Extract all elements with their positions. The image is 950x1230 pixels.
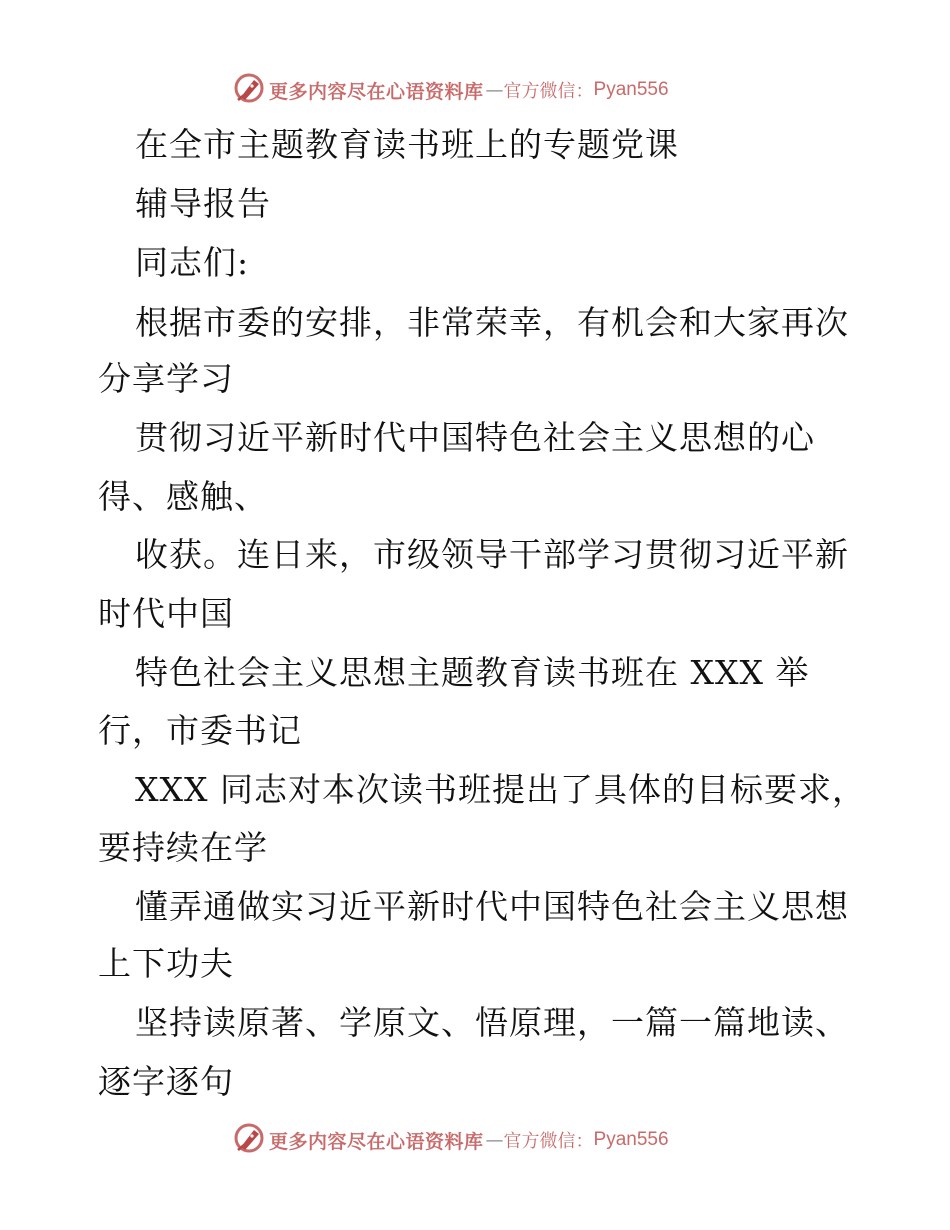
watermark-separator: — [485, 79, 504, 101]
watermark-wechat-id: Pyan556 [593, 1129, 669, 1150]
pen-nib-logo-icon [232, 1121, 266, 1159]
paragraph-line: 收获。连日来，市级领导干部学习贯彻习近平新 [135, 535, 849, 574]
paragraph-line: 根据市委的安排，非常荣幸，有机会和大家再次 [135, 303, 849, 342]
paragraph-line: 坚持读原著、学原文、悟原理，一篇一篇地读、 [135, 1003, 849, 1042]
paragraph-line: 懂弄通做实习近平新时代中国特色社会主义思想 [135, 887, 849, 926]
watermark-separator: — [485, 1129, 504, 1151]
document-title-line-2: 辅导报告 [135, 184, 271, 223]
paragraph-line: XXX 同志对本次读书班提出了具体的目标要求， [135, 770, 866, 809]
paragraph-line: 要持续在学 [98, 828, 268, 867]
paragraph-line: 贯彻习近平新时代中国特色社会主义思想的心 [135, 418, 815, 457]
watermark-main-text: 更多内容尽在心语资料库 [269, 1130, 484, 1153]
watermark-wechat-label: 官方微信： [503, 81, 594, 102]
paragraph-line: 上下功夫 [98, 944, 234, 983]
footer-watermark [232, 1122, 669, 1158]
paragraph-line: 特色社会主义思想主题教育读书班在 XXX 举 [135, 653, 810, 692]
paragraph-line: 分享学习 [98, 359, 234, 398]
header-watermark [232, 72, 669, 108]
watermark-wechat-label: 官方微信： [503, 1131, 594, 1152]
paragraph-line: 行，市委书记 [98, 711, 302, 750]
document-title-line-1: 在全市主题教育读书班上的专题党课 [135, 125, 679, 164]
paragraph-line: 得、感触、 [98, 477, 268, 516]
salutation: 同志们: [135, 243, 250, 282]
paragraph-line: 逐字逐句 [98, 1062, 234, 1101]
paragraph-line: 时代中国 [98, 594, 234, 633]
watermark-wechat-id: Pyan556 [593, 79, 669, 100]
watermark-main-text: 更多内容尽在心语资料库 [269, 80, 484, 103]
pen-nib-logo-icon [232, 71, 266, 109]
